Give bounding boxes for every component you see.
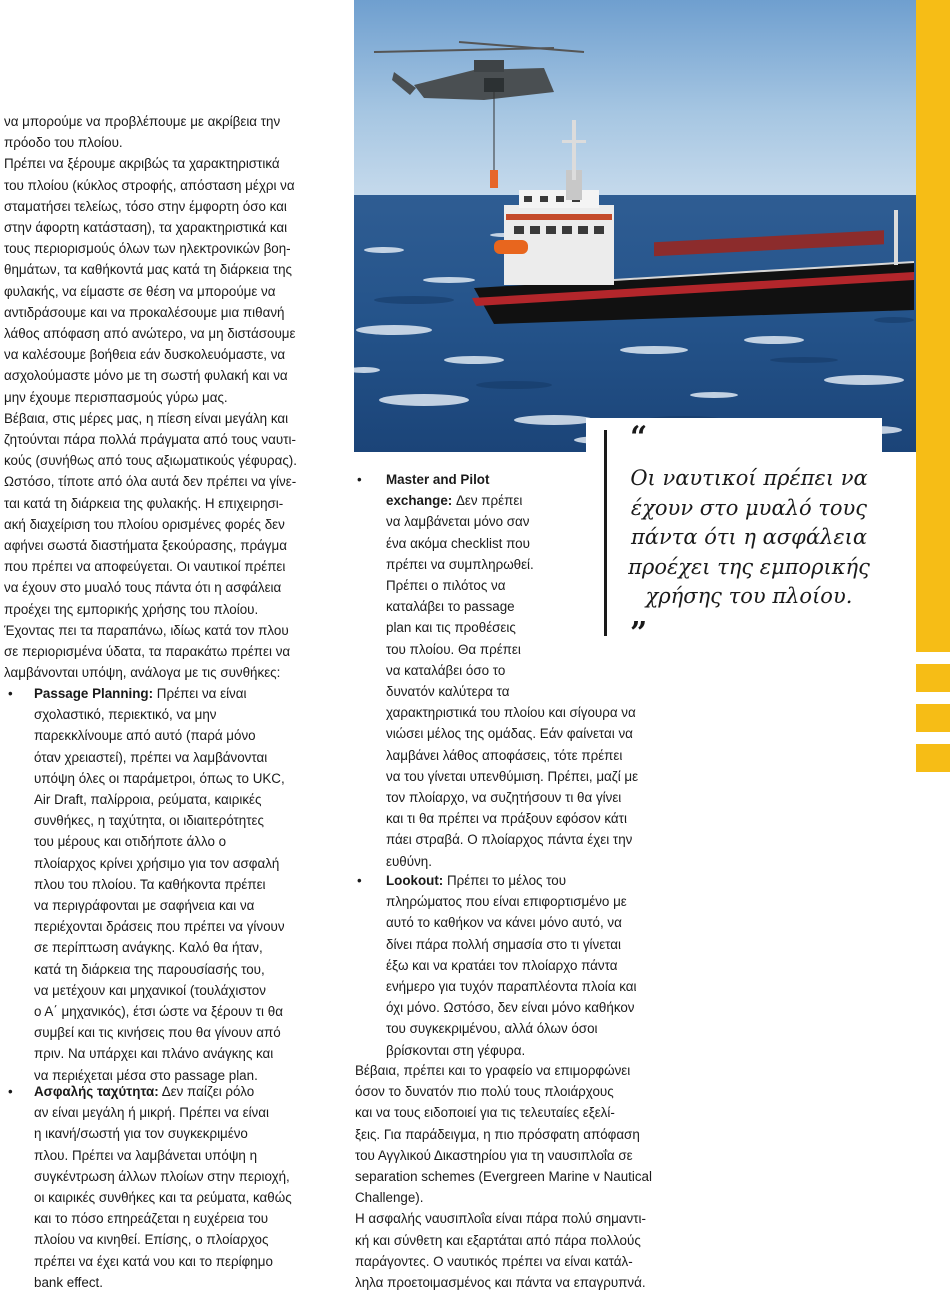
text-line: πλου. Πρέπει να λαμβάνεται υπόψη η xyxy=(34,1147,258,1163)
text-line: περιέχονται δράσεις που πρέπει να γίνουν xyxy=(34,919,285,935)
text-line: λάθος απόφαση από ανώτερο, να μη διστάσουμε xyxy=(4,326,296,342)
text-line: πρέπει να συμπληρωθεί. xyxy=(386,556,534,572)
bullet-first-line: Δεν παίζει ρόλο xyxy=(158,1084,255,1099)
accent-bar-block-2 xyxy=(916,704,950,732)
text-line: συνθήκες, η ταχύτητα, οι ιδιαιτερότητες xyxy=(34,813,264,829)
text-line: σταματήσει τελείως, τόσο στην έμφορτη όσο και xyxy=(4,198,287,214)
text-line: χαρακτηριστικά του πλοίου και σίγουρα να xyxy=(386,705,636,721)
text-line: οι καιρικές συνθήκες και τα ρεύματα, καθώς xyxy=(34,1190,292,1206)
text-line: bank effect. xyxy=(34,1274,103,1290)
text-line: νιώσει μέλος της ομάδας. Εάν φαίνεται να xyxy=(386,726,633,742)
text-line: Βέβαια, στις μέρες μας, η πίεση είναι μεγάλη και xyxy=(4,410,289,426)
text-line: συμβεί και τις κινήσεις που θα γίνουν από xyxy=(34,1025,281,1041)
text-line: η ικανή/σωστή για τον συγκεκριμένο xyxy=(34,1126,248,1142)
bullet-title: exchange: xyxy=(386,493,453,509)
text-line: να μπορούμε να προβλέπουμε με ακρίβεια την xyxy=(4,114,281,129)
left-intro-text xyxy=(4,111,334,683)
text-line: δίνει πάρα πολλή σημασία στο τι γίνεται xyxy=(386,936,621,952)
text-line: χρήσης του πλοίου. xyxy=(645,584,853,608)
text-line: ακή διαχείριση του πλοίου ορισμένες φορές δεν xyxy=(4,516,285,532)
quote-close-icon: ” xyxy=(630,616,648,651)
text-line: Η ασφαλής ναυσιπλοΐα είναι πάρα πολύ σημαντι- xyxy=(355,1211,646,1227)
text-line: και τι θα πρέπει να πράξουν εφόσον κάτι xyxy=(386,811,627,827)
ship-helicopter-photo xyxy=(354,0,916,452)
text-line: Οι ναυτικοί πρέπει να xyxy=(630,466,868,490)
bullet-safe-speed xyxy=(34,1081,344,1293)
text-line: ευθύνη. xyxy=(386,853,432,869)
text-line: του Αγγλικού Δικαστηρίου για τη ναυσιπλοΐα σε xyxy=(355,1147,633,1163)
ship-helicopter-rescue-photo xyxy=(354,0,916,452)
text-line: σε περίπτωση ανάγκης. Καλό θα ήταν, xyxy=(34,940,263,956)
text-line: αφήνει σωστά διαστήματα ξεκούρασης, πράγμα xyxy=(4,538,287,554)
text-line: στην άφορτη κατάσταση), τα χαρακτηριστικά και xyxy=(4,220,288,236)
text-line: να λαμβάνεται μόνο σαν xyxy=(386,514,530,530)
text-line: και να τους ειδοποιεί για τις τελευταίες εξελί- xyxy=(355,1105,615,1121)
text-line: κούς (συνήθως από τους αξιωματικούς γέφυρας). xyxy=(4,453,297,469)
text-line: Ωστόσο, τίποτε από όλα αυτά δεν πρέπει να γίνε- xyxy=(4,474,297,490)
text-line: και το πόσο επηρεάζεται η ευχέρεια του xyxy=(34,1211,269,1227)
text-line: θημάτων, τα καθήκοντά μας κατά τη διάρκεια της xyxy=(4,262,293,278)
text-line: να μετέχουν και μηχανικοί (τουλάχιστον xyxy=(34,982,266,998)
text-line: κατά τη διάρκεια της παρουσίασής του, xyxy=(34,961,265,977)
text-line: τον πλοίαρχο, να συζητήσουν τι θα γίνει xyxy=(386,790,622,806)
text-line: πάει στραβά. Ο πλοίαρχος πάντα έχει την xyxy=(386,832,633,848)
text-line: ξεις. Για παράδειγμα, η πιο πρόσφατη απόφαση xyxy=(355,1126,640,1142)
text-line: δυνατόν καλύτερα τα xyxy=(386,684,510,700)
bullet-title: Ασφαλής ταχύτητα: xyxy=(34,1084,159,1099)
bullet-title: Passage Planning: xyxy=(34,686,154,701)
text-line: κή και σύνθετη και εξαρτάται από πάρα πολλούς xyxy=(355,1232,641,1248)
text-line: αν είναι μεγάλη ή μικρή. Πρέπει να είναι xyxy=(34,1105,269,1121)
text-line: πλοίου να κινηθεί. Επίσης, ο πλοίαρχος xyxy=(34,1232,269,1248)
quote-open-icon: “ xyxy=(630,420,648,455)
text-line: να καταλάβει όσο το xyxy=(386,662,506,678)
accent-bar-block-3 xyxy=(916,744,950,772)
text-line: του μέρους και οτιδήποτε άλλο ο xyxy=(34,834,227,850)
bullet-marker: • xyxy=(8,686,13,701)
text-line: Βέβαια, πρέπει και το γραφείο να επιμορφώνει xyxy=(355,1063,631,1078)
text-line: να έχουν στο μυαλό τους πάντα ότι η ασφάλεια xyxy=(4,580,282,596)
bullet-marker: • xyxy=(357,472,362,487)
text-line: που πρέπει να αποφεύγεται. Οι ναυτικοί πρέπει xyxy=(4,559,286,575)
text-line: Air Draft, παλίρροια, ρεύματα, καιρικές xyxy=(34,792,262,808)
text-line: ληλα προετοιμασμένος και πάντα να επαγρυπνά. xyxy=(355,1275,646,1291)
text-line: μην έχουμε περισπασμούς γύρω μας. xyxy=(4,389,228,405)
closing-text xyxy=(355,1060,685,1293)
text-line: παράγοντες. Ο ναυτικός πρέπει να είναι κατάλ- xyxy=(355,1253,633,1269)
text-line: Πρέπει να ξέρουμε ακριβώς τα χαρακτηριστικά xyxy=(4,156,280,172)
bullet-title: Lookout: xyxy=(386,873,444,888)
text-line: να περιέχεται μέσα στο passage plan. xyxy=(34,1067,258,1083)
text-line: ται κατά τη διάρκεια της φυλακής. Η επιχειρησι- xyxy=(4,495,284,511)
text-line: να περιγράφονται με σαφήνεια και να xyxy=(34,898,255,914)
text-line: πληρώματος που είναι επιφορτισμένο με xyxy=(386,894,627,910)
text-line: separation schemes (Evergreen Marine v Nautical xyxy=(355,1169,652,1185)
bullet-master-pilot xyxy=(386,469,686,872)
text-line: όσον το δυνατόν πιο πολύ τους πλοιάρχους xyxy=(355,1084,614,1100)
text-line: έχουν στο μυαλό τους xyxy=(630,495,868,520)
text-line: του συγκεκριμένου, αλλά όλων όσοι xyxy=(386,1021,598,1037)
text-line: πάντα ότι η ασφάλεια xyxy=(630,525,868,549)
text-line: βρίσκονται στη γέφυρα. xyxy=(386,1042,526,1058)
text-line: συγκέντρωση άλλων πλοίων στην περιοχή, xyxy=(34,1168,290,1184)
accent-bar-block-1 xyxy=(916,664,950,692)
text-line: αντιδράσουμε και να προκαλέσουμε μια πιθανή xyxy=(4,304,285,320)
text-line: Έχοντας πει τα παραπάνω, ιδίως κατά τον πλου xyxy=(4,622,289,638)
text-line: προέχει της εμπορικής xyxy=(628,554,870,579)
text-line: ένα ακόμα checklist που xyxy=(386,535,530,551)
bullet-lookout xyxy=(386,870,686,1061)
text-line: πρέπει να έχει κατά νου και το περίφημο xyxy=(34,1253,273,1269)
text-line: του πλοίου. Θα πρέπει xyxy=(386,641,521,657)
text-line: πλου του πλοίου. Τα καθήκοντα πρέπει xyxy=(34,876,266,892)
text-line: προέχει της εμπορικής χρήσης του πλοίου. xyxy=(4,601,259,617)
text-line: όχι μόνο. Ωστόσο, δεν είναι μόνο καθήκον xyxy=(386,1000,635,1016)
text-line: ενήμερο για τυχόν παραπλέοντα πλοία και xyxy=(386,979,637,995)
text-line: σχολαστικό, περιεκτικό, να μην xyxy=(34,707,217,723)
text-line: φυλακής, να είμαστε σε θέση να μπορούμε να xyxy=(4,283,276,299)
bullet-first-line: Πρέπει να είναι xyxy=(153,686,247,701)
text-line: παρεκκλίνουμε από αυτό (παρά μόνο xyxy=(34,728,256,744)
text-line: πριν. Να υπάρχει και πλάνο ανάγκης και xyxy=(34,1046,274,1062)
text-line: καταλάβει το passage xyxy=(386,599,515,615)
text-line: λαμβάνονται υπόψη, ανάλογα με τις συνθήκες: xyxy=(4,665,281,681)
text-line: να του γίνεται υπενθύμιση. Πρέπει, μαζί με xyxy=(386,768,639,784)
text-line: αυτό το καθήκον να κάνει μόνο αυτό, να xyxy=(386,915,622,931)
text-line: έξω και να κρατάει τον πλοίαρχο πάντα xyxy=(386,957,618,973)
text-line: τους περιορισμούς όλων των ηλεκτρονικών βοη- xyxy=(4,241,291,257)
text-line: να καλέσουμε βοήθεια εάν δυσκολευόμαστε, να xyxy=(4,347,286,363)
bullet-marker: • xyxy=(8,1084,13,1099)
text-line: λαμβάνει λάθος αποφάσεις, τότε πρέπει xyxy=(386,747,623,763)
text-line: πρόοδο του πλοίου. xyxy=(4,135,123,151)
text-line: του πλοίου (κύκλος στροφής, απόσταση μέχρι να xyxy=(4,177,295,193)
text-line: ασχολούμαστε μόνο με τη σωστή φυλακή και να xyxy=(4,368,288,384)
text-line: σε περιορισμένα ύδατα, τα παρακάτω πρέπει να xyxy=(4,644,291,660)
bullet-first-line: Πρέπει το μέλος του xyxy=(443,873,567,888)
accent-bar-top xyxy=(916,0,950,652)
text-line: πλοίαρχος κρίνει χρήσιμο για τον ασφαλή xyxy=(34,855,280,871)
bullet-passage-planning xyxy=(34,683,344,1086)
bullet-marker: • xyxy=(357,873,362,888)
text-line: Πρέπει ο πιλότος να xyxy=(386,578,506,594)
text-line: plan και τις προθέσεις xyxy=(386,620,516,636)
text-line: ζητούνται πάρα πολλά πράγματα από τους ναυτι- xyxy=(4,432,296,448)
bullet-first-line: Δεν πρέπει xyxy=(452,493,523,509)
text-line: υπόψη όλες οι παράμετροι, όπως το UKC, xyxy=(34,770,285,786)
text-line: ο Α΄ μηχανικός), έτσι ώστε να ξέρουν τι θα xyxy=(34,1004,283,1020)
sky xyxy=(354,0,916,205)
bullet-title: Master and Pilot xyxy=(386,472,490,487)
text-line: Challenge). xyxy=(355,1190,424,1206)
text-line: όταν χρειαστεί), πρέπει να λαμβάνονται xyxy=(34,749,268,765)
